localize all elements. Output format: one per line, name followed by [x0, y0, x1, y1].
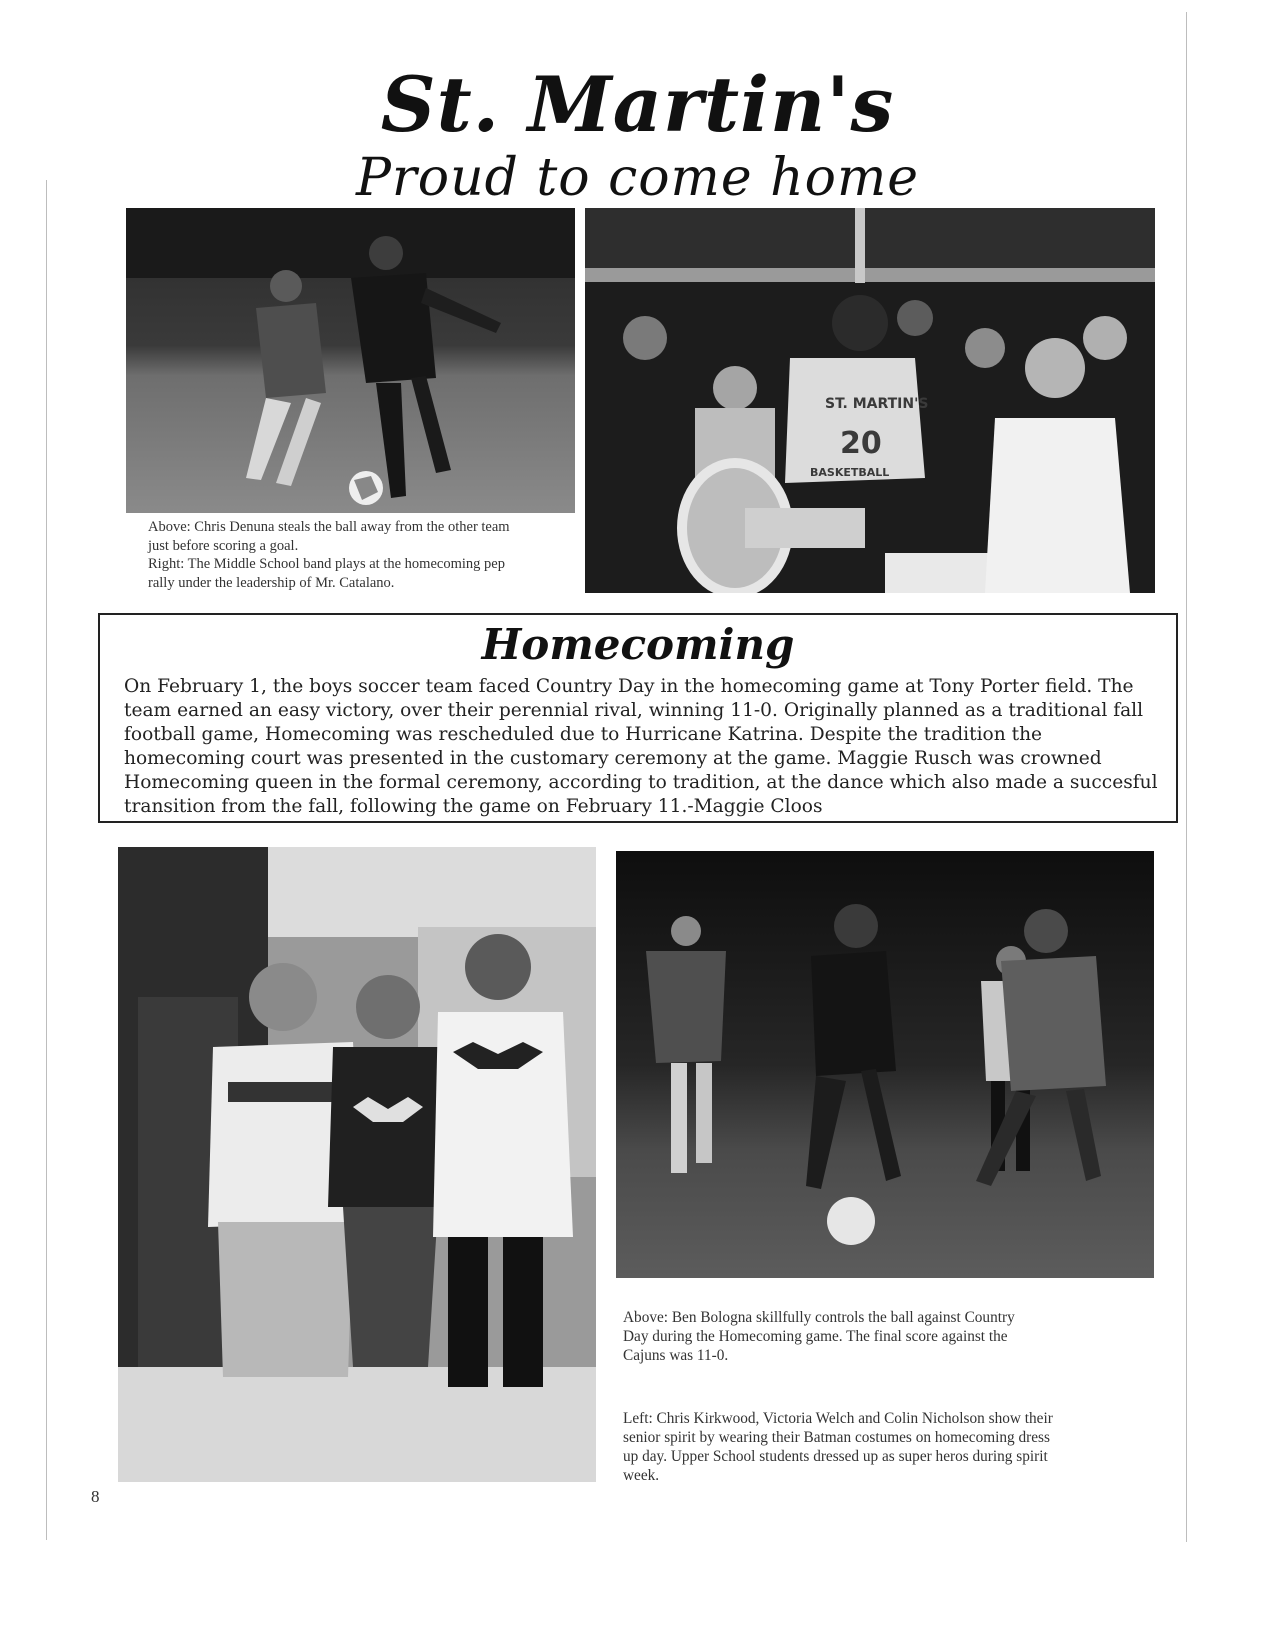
jersey-team-text: ST. MARTIN'S — [825, 396, 929, 412]
caption-left-batman: Left: Chris Kirkwood, Victoria Welch and Colin Nicholson show their senior spirit by wearing their Batman costumes on homecoming dress up day. Upper School students dressed up as super heros during spirit week. — [623, 1410, 1053, 1484]
caption-top — [148, 518, 523, 592]
page-number: 8 — [91, 1487, 100, 1506]
caption-above-soccer: Above: Chris Denuna steals the ball away from the other team just before scoring a goal. — [148, 519, 510, 554]
page-subtitle: Proud to come home — [355, 148, 920, 208]
page-title: St. Martin's — [380, 60, 895, 149]
photo-soccer-steal — [126, 208, 575, 513]
photo-soccer-control — [616, 851, 1154, 1278]
photo-band-pep-rally — [585, 208, 1155, 593]
story-body: On February 1, the boys soccer team faced Country Day in the homecoming game at Tony Porter field. The team earned an easy victory, over their perennial rival, winning 11-0. Originally planned as a traditional fall football game, Homecoming was rescheduled due to Hurricane Katrina. Despite the tradition the homecoming court was presented in the customary ceremony at the game. Maggie Rusch was crowned Homecoming queen in the formal ceremony, according to tradition, at the dance which also made a succesful transition from the fall, following the game on February 11.-Maggie Cloos — [124, 676, 1158, 817]
caption-bottom-above — [623, 1308, 1043, 1365]
left-edge-line — [46, 180, 47, 1540]
jersey-sport-text: BASKETBALL — [810, 466, 890, 479]
caption-right-band: Right: The Middle School band plays at the homecoming pep rally under the leadership of Mr. Catalano. — [148, 556, 505, 591]
jersey-number-text: 20 — [840, 426, 882, 461]
story-title: Homecoming — [481, 620, 795, 669]
homecoming-story-box — [98, 613, 1178, 823]
photo-batman-costumes — [118, 847, 596, 1482]
caption-bottom-left — [623, 1409, 1060, 1485]
caption-above-control: Above: Ben Bologna skillfully controls the ball against Country Day during the Homecoming game. The final score against the Cajuns was 11-0. — [623, 1309, 1015, 1364]
right-edge-line — [1186, 12, 1187, 1542]
